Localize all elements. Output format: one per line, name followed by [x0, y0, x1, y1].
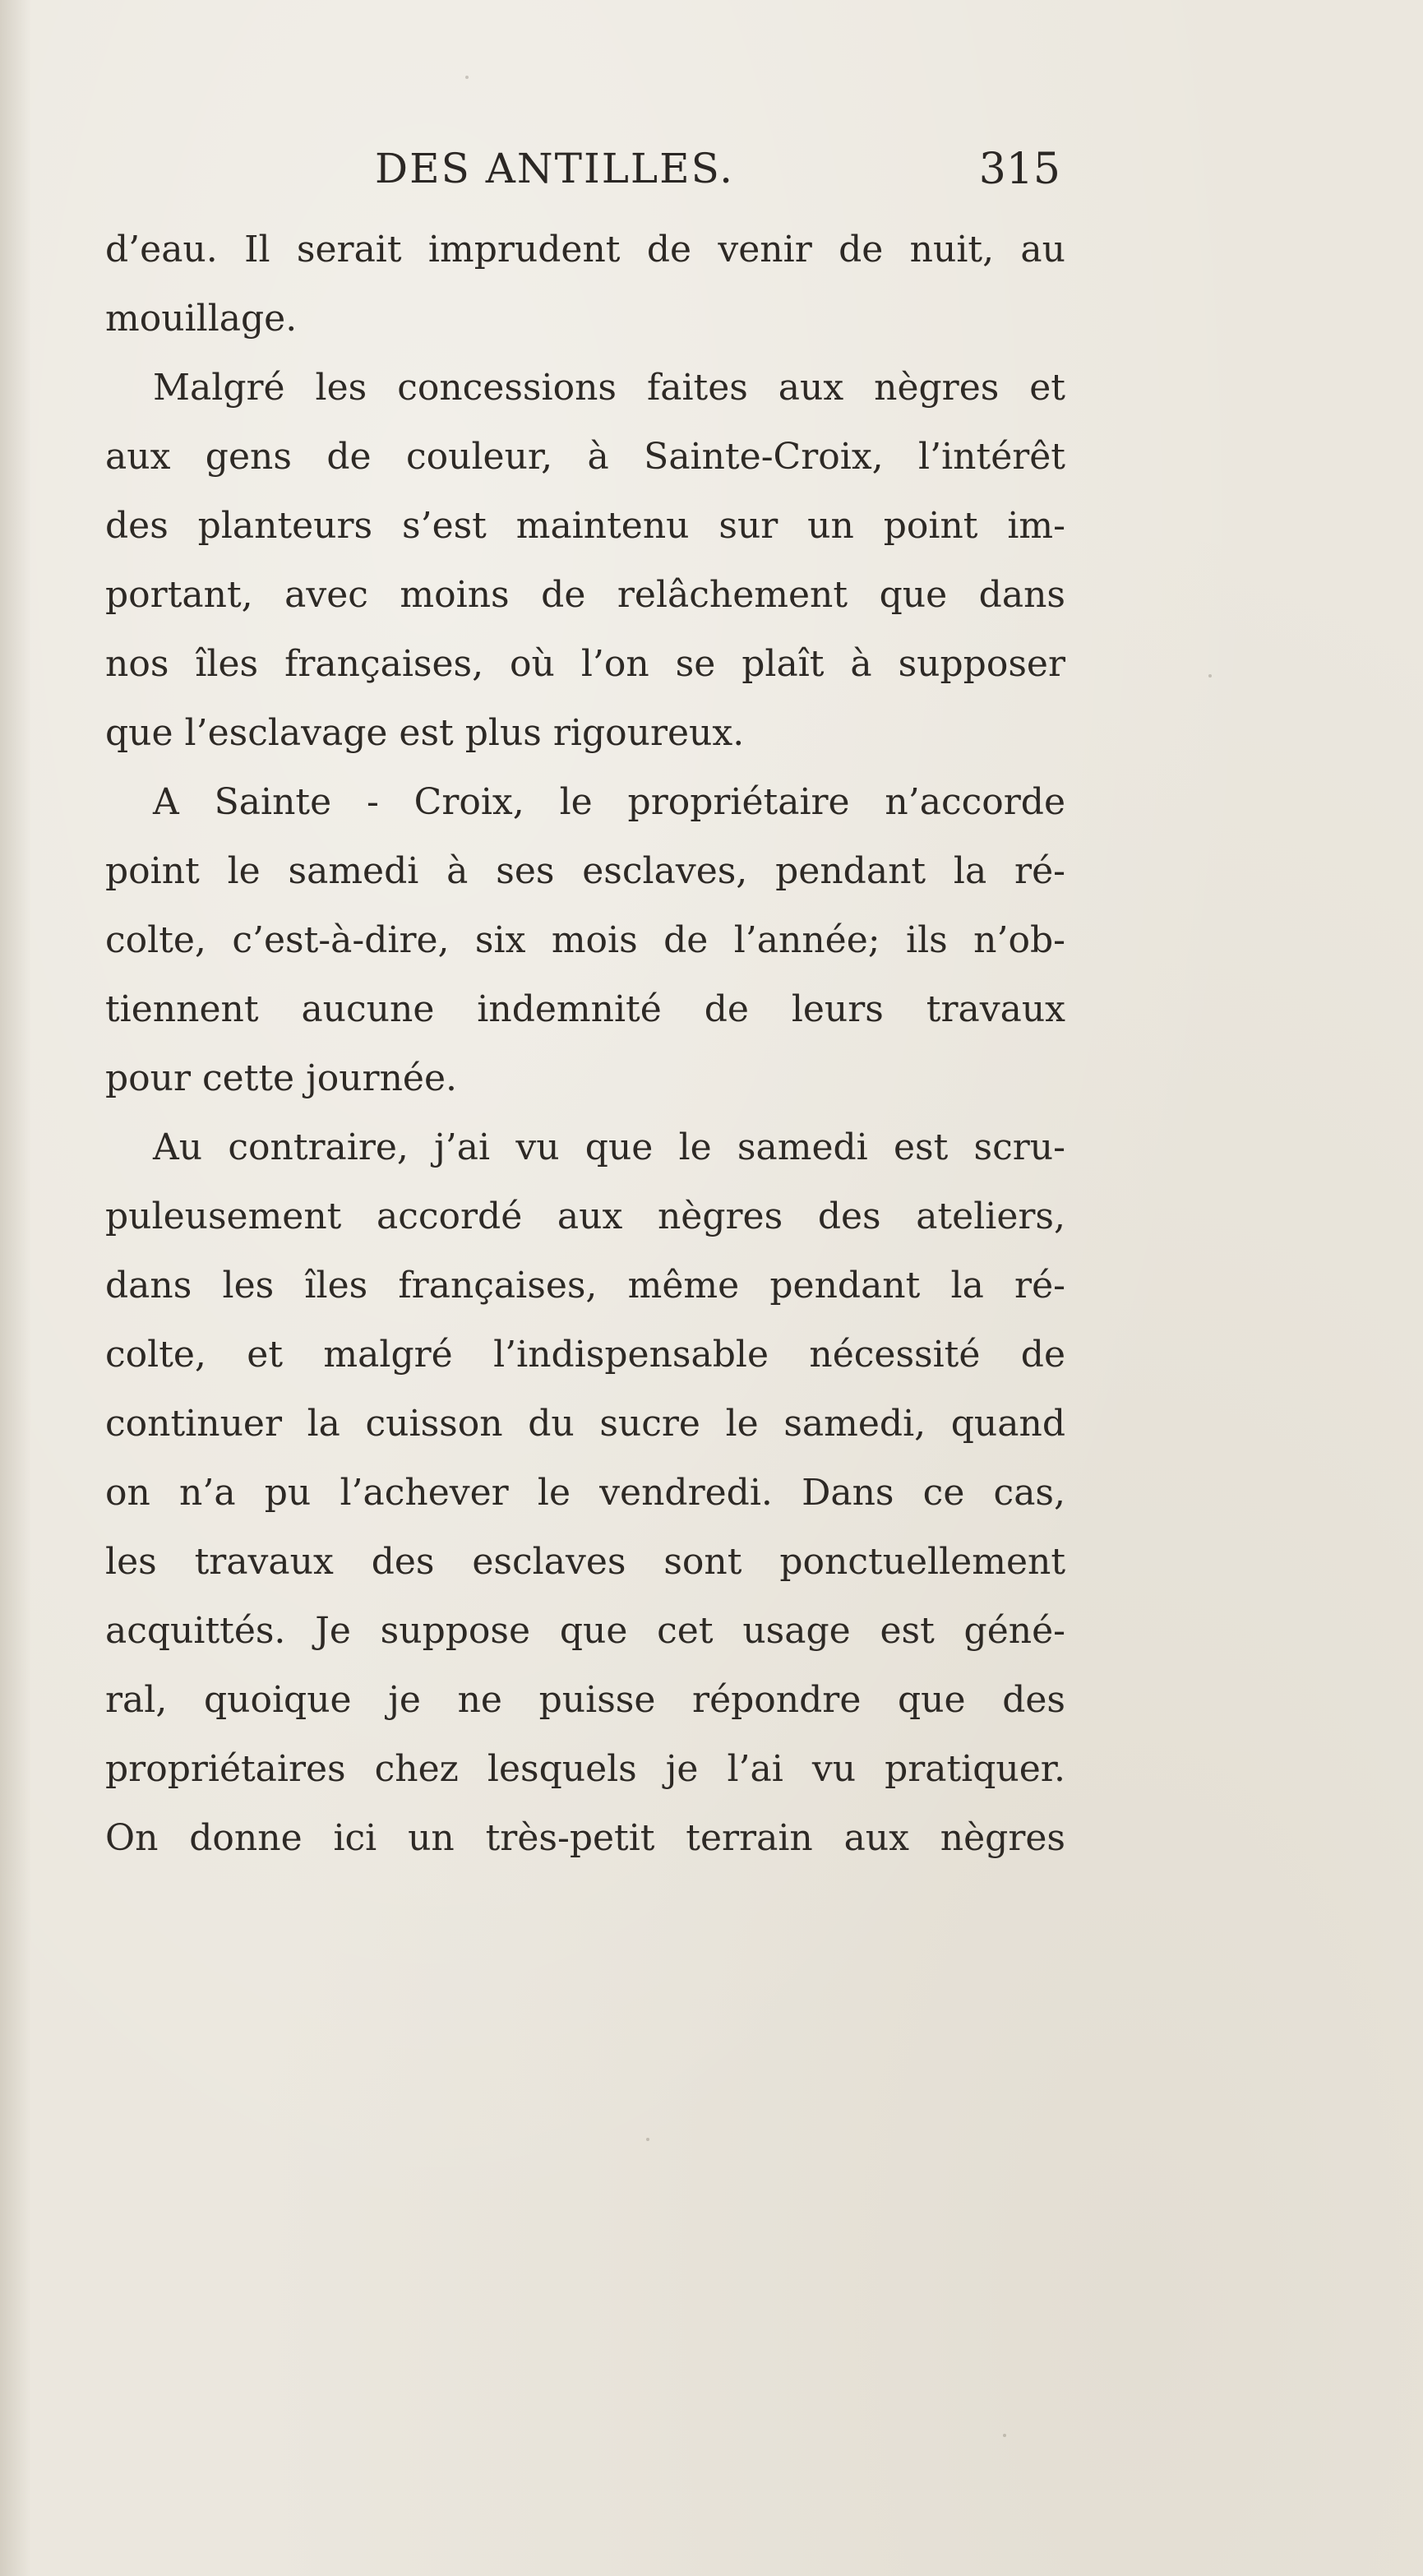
text-line: ral, quoique je ne puisse répondre que des — [105, 1679, 1065, 1721]
text-line: on n’a pu l’achever le vendredi. Dans ce cas, — [105, 1472, 1065, 1514]
text-line: mouillage. — [105, 298, 298, 340]
page-gutter-shadow — [0, 0, 31, 2576]
text-line: pour cette journée. — [105, 1057, 457, 1099]
text-line: colte, et malgré l’indispensable nécessité de — [105, 1334, 1065, 1376]
page-number: 315 — [978, 145, 1060, 194]
paper-speck — [465, 76, 469, 79]
paper-speck — [646, 2138, 649, 2141]
text-line: les travaux des esclaves sont ponctuellement — [105, 1541, 1065, 1583]
text-line: continuer la cuisson du sucre le samedi, quand — [105, 1403, 1065, 1445]
text-line: tiennent aucune indemnité de leurs travaux — [105, 988, 1065, 1030]
text-line: des planteurs s’est maintenu sur un point im- — [105, 505, 1065, 547]
paper-speck — [1003, 2434, 1006, 2437]
text-line: A Sainte - Croix, le propriétaire n’accorde — [153, 781, 1065, 823]
text-line: portant, avec moins de relâchement que dans — [105, 574, 1065, 616]
text-line: Malgré les concessions faites aux nègres et — [153, 367, 1065, 409]
paper-speck — [1208, 674, 1212, 678]
text-line: propriétaires chez lesquels je l’ai vu pratiquer. — [105, 1748, 1065, 1790]
text-line: que l’esclavage est plus rigoureux. — [105, 712, 745, 754]
running-title: DES ANTILLES. — [375, 145, 734, 192]
text-line: d’eau. Il serait imprudent de venir de nuit, au — [105, 229, 1065, 271]
text-line: aux gens de couleur, à Sainte-Croix, l’intérêt — [105, 436, 1065, 478]
body-text — [105, 215, 1065, 1873]
text-line: point le samedi à ses esclaves, pendant la ré- — [105, 850, 1065, 892]
text-line: colte, c’est-à-dire, six mois de l’année; ils n’ob- — [105, 919, 1065, 961]
text-line: Au contraire, j’ai vu que le samedi est scru- — [153, 1126, 1065, 1168]
text-line: acquittés. Je suppose que cet usage est géné- — [105, 1610, 1065, 1652]
text-line: On donne ici un très-petit terrain aux nègres — [105, 1817, 1065, 1859]
text-line: dans les îles françaises, même pendant la ré- — [105, 1265, 1065, 1306]
running-head — [107, 145, 1060, 210]
text-line: puleusement accordé aux nègres des ateliers, — [105, 1196, 1065, 1237]
text-line: nos îles françaises, où l’on se plaît à supposer — [105, 643, 1065, 685]
